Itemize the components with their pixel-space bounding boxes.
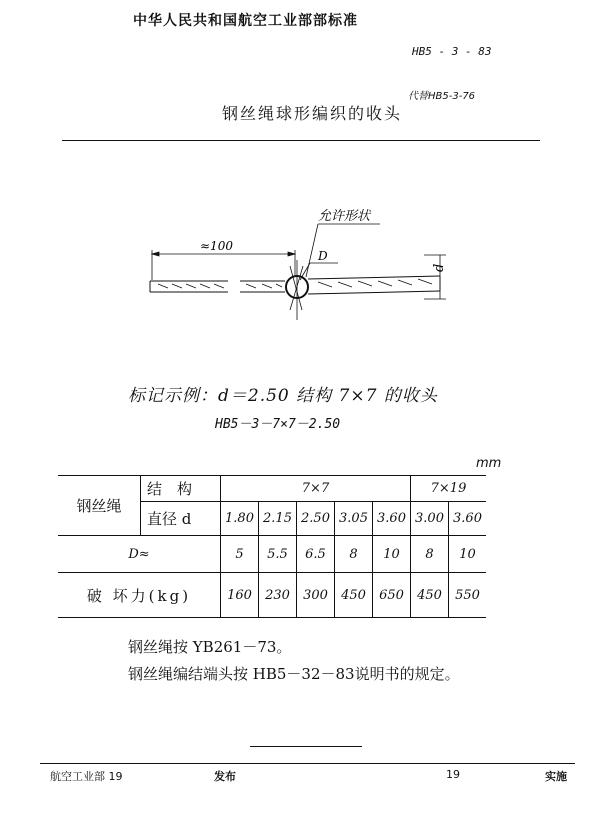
table-cell: 160 — [221, 573, 259, 618]
D-label: D — [318, 249, 328, 263]
top-rule — [62, 140, 540, 141]
rope-left-segment — [150, 281, 228, 292]
d-label: d — [432, 263, 447, 272]
table-cell: 10 — [449, 536, 487, 573]
note-rope-standard: 钢丝绳按 YB261－73。 — [128, 638, 292, 656]
issuer-heading: 中华人民共和国航空工业部部标准 — [133, 13, 358, 29]
table-cell: 2.15 — [259, 502, 297, 536]
table-cell: 650 — [373, 573, 411, 618]
table-cell: 3.05 — [335, 502, 373, 536]
table-row — [58, 573, 486, 618]
footer-issuer: 航空工业部 19 — [50, 770, 123, 783]
table-cell: 450 — [335, 573, 373, 618]
table-cell: 8 — [335, 536, 373, 573]
table-unit: mm — [476, 456, 502, 471]
D-leader — [300, 263, 338, 280]
table-row — [58, 536, 486, 573]
table-cell: 1.80 — [221, 502, 259, 536]
rope-right-segment — [308, 276, 440, 294]
rope-middle-segment — [240, 281, 285, 292]
allowed-shape-label: 允许形状 — [318, 209, 371, 224]
rope-group-label: 钢丝绳 — [58, 476, 141, 536]
table-cell: 450 — [411, 573, 449, 618]
document-title: 钢丝绳球形编织的收头 — [222, 104, 403, 123]
diameter-label: 直径 d — [141, 502, 221, 536]
table-cell: 2.50 — [297, 502, 335, 536]
note-splice-standard: 钢丝绳编结端头按 HB5－32－83说明书的规定。 — [128, 665, 460, 683]
table-row — [58, 476, 486, 502]
D-row-label: D≈ — [58, 536, 221, 573]
replaces-note: 代替HB5-3-76 — [408, 91, 476, 102]
structure-7x7: 7×7 — [221, 476, 411, 502]
footer-effective: 实施 — [545, 770, 567, 783]
table-cell: 5.5 — [259, 536, 297, 573]
table-cell: 300 — [297, 573, 335, 618]
marking-example: 标记示例：d＝2.50 结构 7×7 的收头 — [128, 386, 438, 406]
rope-end-drawing — [140, 200, 460, 330]
length-dimension — [152, 250, 295, 280]
table-cell: 230 — [259, 573, 297, 618]
table-cell: 3.00 — [411, 502, 449, 536]
standard-number: HB5 - 3 - 83 — [412, 45, 492, 58]
end-rule — [250, 746, 362, 747]
footer-issued: 发布 — [214, 770, 236, 783]
table-cell: 6.5 — [297, 536, 335, 573]
table-cell: 10 — [373, 536, 411, 573]
length-dimension-label: ≈100 — [200, 239, 233, 253]
marking-example-code: HB5－3－7×7－2.50 — [215, 417, 341, 432]
d-dimension — [424, 255, 446, 299]
footer-rule — [40, 763, 575, 764]
spec-table — [58, 475, 486, 618]
breaking-force-label: 破 坏力(kg) — [58, 573, 221, 618]
table-cell: 550 — [449, 573, 487, 618]
table-cell: 8 — [411, 536, 449, 573]
table-cell: 5 — [221, 536, 259, 573]
footer-page-number: 19 — [446, 768, 460, 781]
table-cell: 3.60 — [373, 502, 411, 536]
structure-7x19: 7×19 — [411, 476, 487, 502]
structure-label: 结 构 — [141, 476, 221, 502]
table-cell: 3.60 — [449, 502, 487, 536]
